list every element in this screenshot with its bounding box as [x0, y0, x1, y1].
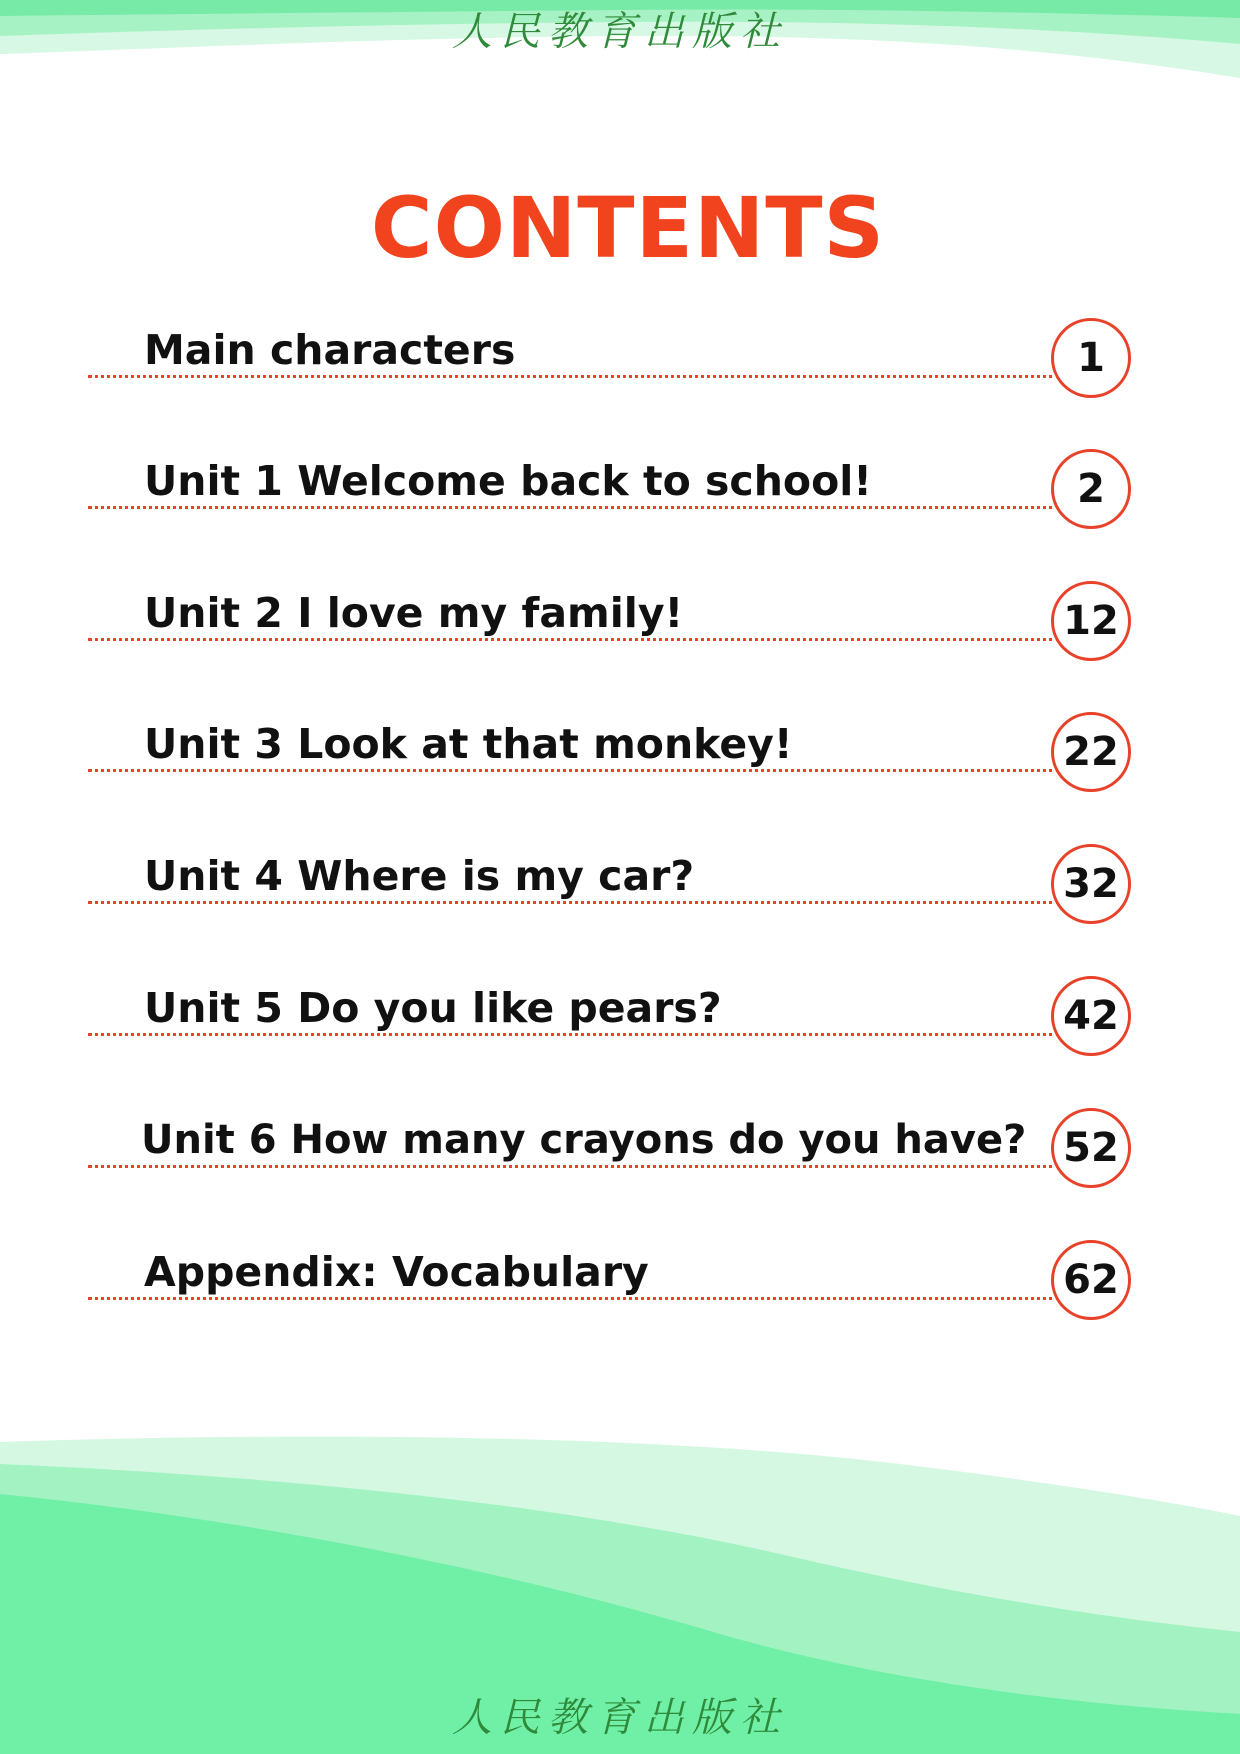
publisher-logo-top: 人民教育出版社 — [452, 9, 788, 55]
page-number-badge: 52 — [1051, 1108, 1131, 1188]
page-number-badge: 2 — [1051, 449, 1131, 529]
toc-entry-unit-1[interactable] — [88, 449, 1133, 529]
toc-entry-label: Unit 3 Look at that monkey! — [144, 720, 793, 768]
toc-entry-label: Main characters — [144, 326, 516, 374]
toc-entry-label: Appendix: Vocabulary — [144, 1248, 649, 1296]
page-number-badge: 62 — [1051, 1240, 1131, 1320]
toc-entry-label: Unit 4 Where is my car? — [144, 852, 695, 900]
page-number-badge: 12 — [1051, 581, 1131, 661]
toc-entry-unit-5[interactable] — [88, 976, 1133, 1056]
toc-entry-label: Unit 5 Do you like pears? — [144, 984, 722, 1032]
publisher-logo-bottom: 人民教育出版社 — [452, 1695, 788, 1741]
page-number-badge: 1 — [1051, 318, 1131, 398]
page-number-badge: 42 — [1051, 976, 1131, 1056]
toc-entry-appendix[interactable] — [88, 1240, 1133, 1320]
page-number-badge: 22 — [1051, 712, 1131, 792]
toc-entry-unit-2[interactable] — [88, 581, 1133, 661]
page-title: CONTENTS — [370, 179, 886, 277]
toc-entry-unit-4[interactable] — [88, 844, 1133, 924]
toc-entry-label: Unit 6 How many crayons do you have? — [141, 1117, 1027, 1163]
toc-entry-unit-6[interactable] — [88, 1108, 1133, 1188]
toc-entry-label: Unit 2 I love my family! — [144, 589, 684, 637]
page-number-badge: 32 — [1051, 844, 1131, 924]
toc-entry-main-characters[interactable] — [88, 318, 1133, 398]
toc-entry-label: Unit 1 Welcome back to school! — [144, 457, 872, 505]
toc-entry-unit-3[interactable] — [88, 712, 1133, 792]
